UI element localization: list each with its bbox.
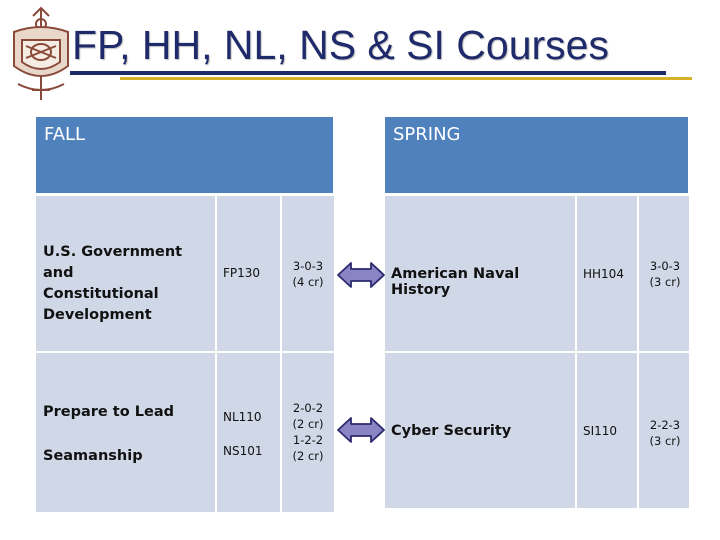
fall-row2-credit-line1: 2-0-2 [292, 401, 324, 415]
fall-row1-credit-cell [282, 196, 334, 351]
spring-row1-credit-line1: 3-0-3 [649, 259, 681, 273]
spring-header [385, 117, 689, 193]
spring-row1-credit [639, 258, 691, 290]
spring-row2-code-cell [577, 353, 637, 508]
fall-row2-name2: Seamanship [43, 448, 143, 464]
fall-row2-credit-cell [282, 353, 334, 512]
spring-row2-credit-line1: 2-2-3 [649, 418, 681, 432]
title-accent-line [120, 77, 692, 80]
spring-row1-code: HH104 [583, 267, 624, 281]
crest-logo [6, 6, 76, 102]
spring-row2-code: SI110 [583, 424, 618, 438]
spring-row2-credit [639, 417, 691, 449]
fall-row1-code: FP130 [223, 266, 261, 280]
page-title: FP, HH, NL, NS & SI Courses [72, 22, 609, 68]
spring-row2-credit-cell [639, 353, 689, 508]
fall-row1-credit [282, 258, 334, 290]
spring-row1-code-cell [577, 196, 637, 351]
fall-row2-credit [282, 400, 334, 464]
double-arrow-icon [336, 260, 386, 290]
fall-row1-credit-line2: (4 cr) [292, 275, 324, 289]
fall-row2-credit-line4: (2 cr) [292, 449, 324, 463]
fall-row1-name-line2: Constitutional [43, 286, 159, 302]
spring-row2-name-cell [385, 353, 575, 508]
fall-row1-name-line1: U.S. Government and [43, 244, 183, 281]
fall-row2-code1: NL110 [223, 410, 262, 424]
spring-header-label: SPRING [393, 124, 461, 145]
fall-row2-name-cell [36, 353, 215, 512]
fall-row2-credit-line3: 1-2-2 [292, 433, 324, 447]
fall-row1-code-cell [217, 196, 280, 351]
double-arrow-icon [336, 415, 386, 445]
fall-row2-code2: NS101 [223, 444, 263, 458]
fall-row1-credit-line1: 3-0-3 [292, 259, 324, 273]
fall-header [36, 117, 334, 193]
title-underline [70, 71, 666, 75]
spring-row1-credit-line2: (3 cr) [649, 275, 681, 289]
spring-row1-name-cell [385, 196, 575, 351]
fall-row2-name1: Prepare to Lead [43, 404, 174, 420]
spring-row1-name: American Naval History [391, 266, 520, 298]
fall-row1-name [43, 242, 215, 326]
fall-header-label: FALL [44, 124, 86, 145]
spring-row2-credit-line2: (3 cr) [649, 434, 681, 448]
fall-row2-credit-line2: (2 cr) [292, 417, 324, 431]
fall-row1-name-line3: Development [43, 307, 152, 323]
fall-row2-code-cell [217, 353, 280, 512]
spring-row2-name: Cyber Security [391, 423, 512, 439]
spring-row1-credit-cell [639, 196, 689, 351]
fall-row1-name-cell [36, 196, 215, 351]
